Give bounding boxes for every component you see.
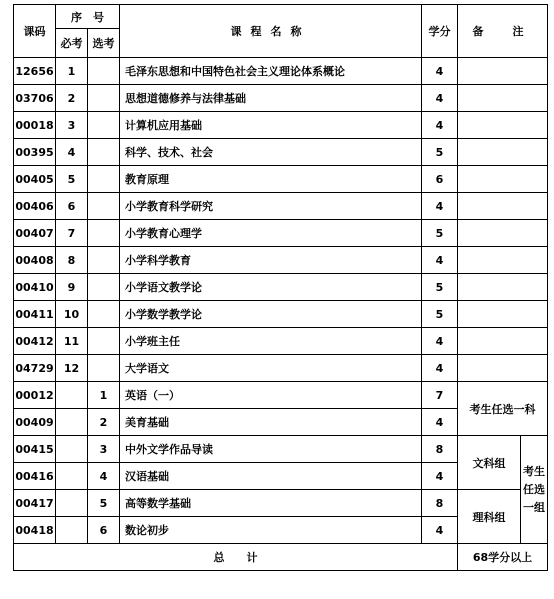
header-required: 必考	[56, 29, 88, 58]
course-code: 00412	[14, 328, 56, 355]
required-seq	[56, 463, 88, 490]
table-row	[14, 490, 548, 517]
course-name: 毛泽东思想和中国特色社会主义理论体系概论	[120, 58, 422, 85]
required-seq: 6	[56, 193, 88, 220]
elective-seq	[88, 193, 120, 220]
course-code: 04729	[14, 355, 56, 382]
elective-seq: 1	[88, 382, 120, 409]
total-row	[14, 544, 548, 571]
course-name: 小学教育科学研究	[120, 193, 422, 220]
elective-seq: 5	[88, 490, 120, 517]
course-credit: 4	[422, 328, 458, 355]
course-code: 00415	[14, 436, 56, 463]
table-row	[14, 193, 548, 220]
required-seq: 12	[56, 355, 88, 382]
elective-seq	[88, 247, 120, 274]
table-row	[14, 58, 548, 85]
table-row	[14, 382, 548, 409]
course-code: 03706	[14, 85, 56, 112]
course-name: 科学、技术、社会	[120, 139, 422, 166]
course-code: 00416	[14, 463, 56, 490]
required-seq: 2	[56, 85, 88, 112]
course-code: 00409	[14, 409, 56, 436]
course-credit: 4	[422, 409, 458, 436]
header-elective: 选考	[88, 29, 120, 58]
table-row	[14, 139, 548, 166]
course-credit: 5	[422, 139, 458, 166]
course-code: 00395	[14, 139, 56, 166]
required-seq: 3	[56, 112, 88, 139]
course-name: 中外文学作品导读	[120, 436, 422, 463]
course-credit: 4	[422, 193, 458, 220]
course-credit: 4	[422, 247, 458, 274]
required-seq	[56, 490, 88, 517]
course-code: 00411	[14, 301, 56, 328]
elective-seq	[88, 355, 120, 382]
required-seq: 8	[56, 247, 88, 274]
required-seq	[56, 409, 88, 436]
table-row	[14, 85, 548, 112]
course-code: 00410	[14, 274, 56, 301]
table-row	[14, 301, 548, 328]
course-code: 00406	[14, 193, 56, 220]
course-name: 大学语文	[120, 355, 422, 382]
note-cell	[458, 139, 548, 166]
elective-seq	[88, 274, 120, 301]
elective-seq	[88, 220, 120, 247]
course-plan-table	[13, 4, 548, 571]
course-name: 思想道德修养与法律基础	[120, 85, 422, 112]
required-seq: 11	[56, 328, 88, 355]
header-note: 备 注	[458, 5, 548, 58]
table-row	[14, 112, 548, 139]
table-row	[14, 355, 548, 382]
course-credit: 5	[422, 274, 458, 301]
course-credit: 8	[422, 436, 458, 463]
header-seq: 序 号	[56, 5, 120, 29]
course-credit: 4	[422, 463, 458, 490]
table-row	[14, 436, 548, 463]
table-row	[14, 247, 548, 274]
header-code: 课码	[14, 5, 56, 58]
course-name: 美育基础	[120, 409, 422, 436]
course-credit: 4	[422, 85, 458, 112]
note-cell	[458, 85, 548, 112]
course-name: 小学数学教学论	[120, 301, 422, 328]
course-credit: 5	[422, 220, 458, 247]
header-credit: 学分	[422, 5, 458, 58]
course-name: 英语（一）	[120, 382, 422, 409]
note-cell	[458, 112, 548, 139]
required-seq: 10	[56, 301, 88, 328]
header-row-1	[14, 5, 548, 29]
total-label: 总 计	[14, 544, 458, 571]
table-row	[14, 166, 548, 193]
course-name: 教育原理	[120, 166, 422, 193]
required-seq: 5	[56, 166, 88, 193]
table-row	[14, 328, 548, 355]
elective-seq	[88, 112, 120, 139]
table-row	[14, 220, 548, 247]
course-code: 00407	[14, 220, 56, 247]
course-credit: 5	[422, 301, 458, 328]
course-name: 数论初步	[120, 517, 422, 544]
required-seq: 1	[56, 58, 88, 85]
note-cell	[458, 166, 548, 193]
elective-seq: 3	[88, 436, 120, 463]
note-cell	[458, 193, 548, 220]
header-name: 课程名称	[120, 5, 422, 58]
course-code: 00012	[14, 382, 56, 409]
required-seq: 9	[56, 274, 88, 301]
elective-seq	[88, 58, 120, 85]
required-seq	[56, 436, 88, 463]
note-arts-group: 文科组	[458, 436, 521, 490]
elective-seq	[88, 139, 120, 166]
course-code: 00418	[14, 517, 56, 544]
course-name: 小学教育心理学	[120, 220, 422, 247]
course-credit: 4	[422, 112, 458, 139]
course-credit: 8	[422, 490, 458, 517]
note-group-choice: 考生任选一组	[521, 436, 548, 544]
required-seq: 4	[56, 139, 88, 166]
course-code: 12656	[14, 58, 56, 85]
table-row	[14, 274, 548, 301]
elective-seq	[88, 328, 120, 355]
note-cell	[458, 274, 548, 301]
elective-seq	[88, 166, 120, 193]
required-seq: 7	[56, 220, 88, 247]
note-cell	[458, 301, 548, 328]
note-choose-one: 考生任选一科	[458, 382, 548, 436]
note-cell	[458, 355, 548, 382]
course-name: 计算机应用基础	[120, 112, 422, 139]
course-code: 00405	[14, 166, 56, 193]
required-seq	[56, 517, 88, 544]
course-name: 小学科学教育	[120, 247, 422, 274]
course-code: 00417	[14, 490, 56, 517]
course-name: 汉语基础	[120, 463, 422, 490]
total-value: 68学分以上	[458, 544, 548, 571]
course-credit: 4	[422, 517, 458, 544]
note-cell	[458, 328, 548, 355]
course-name: 小学语文教学论	[120, 274, 422, 301]
note-cell	[458, 220, 548, 247]
elective-seq: 6	[88, 517, 120, 544]
note-science-group: 理科组	[458, 490, 521, 544]
note-cell	[458, 58, 548, 85]
course-code: 00018	[14, 112, 56, 139]
course-credit: 4	[422, 355, 458, 382]
course-name: 高等数学基础	[120, 490, 422, 517]
required-seq	[56, 382, 88, 409]
note-cell	[458, 247, 548, 274]
course-code: 00408	[14, 247, 56, 274]
course-credit: 6	[422, 166, 458, 193]
course-credit: 7	[422, 382, 458, 409]
elective-seq: 2	[88, 409, 120, 436]
elective-seq	[88, 85, 120, 112]
elective-seq	[88, 301, 120, 328]
course-credit: 4	[422, 58, 458, 85]
elective-seq: 4	[88, 463, 120, 490]
course-name: 小学班主任	[120, 328, 422, 355]
